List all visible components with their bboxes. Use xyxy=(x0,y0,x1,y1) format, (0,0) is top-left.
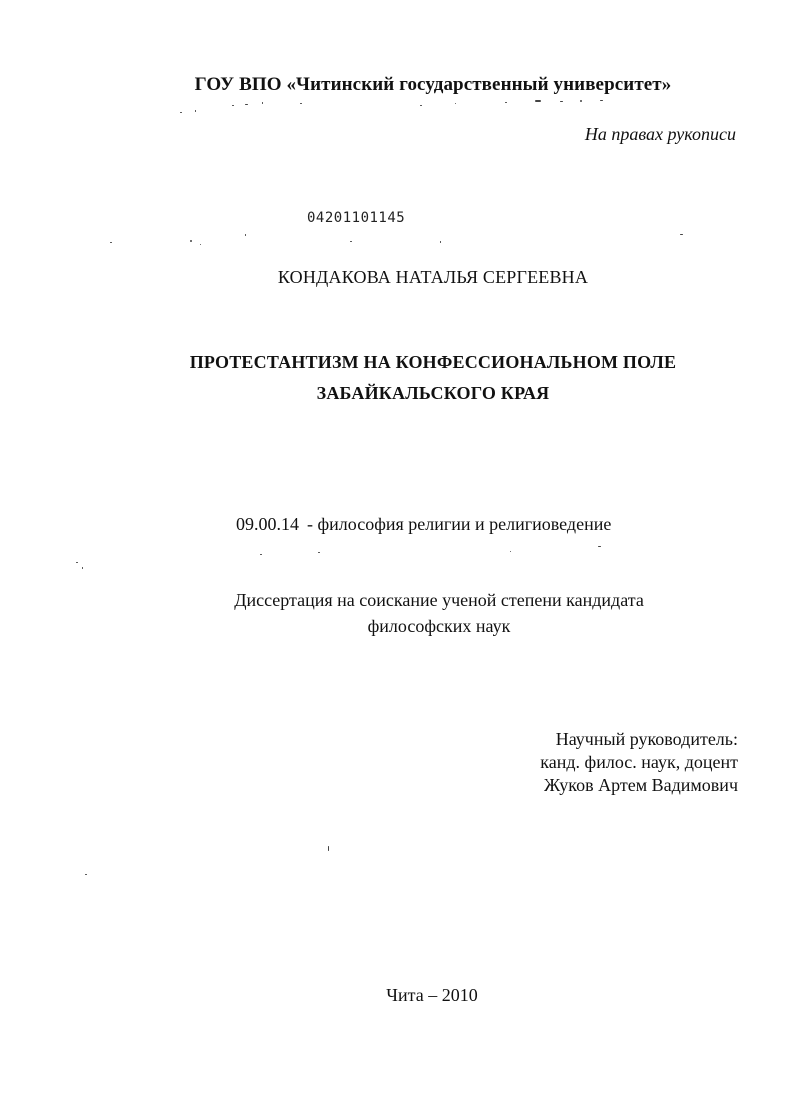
degree-line-1: Диссертация на соискание ученой степени кандидата xyxy=(234,590,644,610)
manuscript-note: На правах рукописи xyxy=(584,124,736,144)
degree-line-2: философских наук xyxy=(367,616,511,636)
specialty-code: 09.00.14 xyxy=(236,514,299,534)
dissertation-title xyxy=(0,347,796,409)
university-name: ГОУ ВПО «Читинский государственный университет» xyxy=(194,74,672,95)
advisor-label: Научный руководитель: xyxy=(555,729,738,749)
specialty xyxy=(236,514,611,535)
city-year: Чита – 2010 xyxy=(386,985,478,1005)
advisor-name: Жуков Артем Вадимович xyxy=(544,775,738,795)
title-line-2: ЗАБАЙКАЛЬСКОГО КРАЯ xyxy=(316,383,550,403)
advisor-degree: канд. филос. наук, доцент xyxy=(540,752,738,772)
catalog-number: 04201101145 xyxy=(307,210,406,226)
title-line-1: ПРОТЕСТАНТИЗМ НА КОНФЕССИОНАЛЬНОМ ПОЛЕ xyxy=(189,352,677,372)
specialty-name: - философия религии и религиоведение xyxy=(307,514,612,534)
scientific-advisor xyxy=(540,728,738,797)
dissertation-degree xyxy=(0,587,796,639)
author-name: КОНДАКОВА НАТАЛЬЯ СЕРГЕЕВНА xyxy=(277,267,589,287)
